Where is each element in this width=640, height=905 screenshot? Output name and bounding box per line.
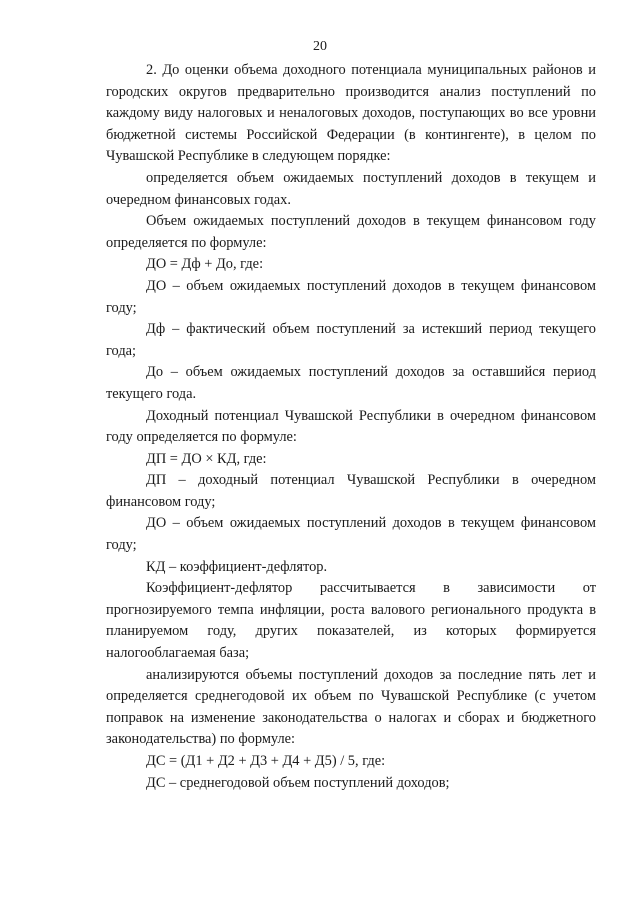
definition-kd: КД – коэффициент-дефлятор.: [146, 558, 328, 575]
paragraph-potential-intro: Доходный потенциал Чувашской Республики в очередном финансовом году определяется по формуле:: [106, 407, 596, 446]
document-body: [106, 60, 596, 794]
paragraph-five-year-analysis: анализируются объемы поступлений доходов за последние пять лет и определяется среднегодовой их объем по Чувашской Республике (с учетом поправок на изменение законодательства о налогах и сборах и бюджетного законодательства) по формуле:: [106, 666, 596, 748]
definition-ds: ДС – среднегодовой объем поступлений доходов;: [146, 774, 450, 791]
definition-do: ДО – объем ожидаемых поступлений доходов в текущем финансовом году;: [106, 277, 596, 316]
definition-dp: ДП – доходный потенциал Чувашской Республики в очередном финансовом году;: [106, 472, 596, 510]
definition-df: Дф – фактический объем поступлений за истекший период текущего года;: [106, 321, 596, 359]
definition-do-remaining: До – объем ожидаемых поступлений доходов за оставшийся период текущего года.: [106, 364, 596, 402]
formula-do: ДО = Дф + До, где:: [146, 256, 264, 273]
formula-ds: ДС = (Д1 + Д2 + Д3 + Д4 + Д5) / 5, где:: [146, 753, 386, 769]
formula-dp: ДП = ДО × КД, где:: [146, 450, 267, 467]
paragraph-deflator: Коэффициент-дефлятор рассчитывается в зависимости от прогнозируемого темпа инфляции, роста валового регионального продукта в планируемом году, других показателей, из которых формируется налогооблагаемая база;: [106, 580, 596, 662]
paragraph-expected-revenue: определяется объем ожидаемых поступлений доходов в текущем и очередном финансовых годах.: [106, 169, 596, 208]
paragraph-formula-intro: Объем ожидаемых поступлений доходов в текущем финансовом году определяется по формуле:: [106, 213, 596, 251]
definition-do-repeat: ДО – объем ожидаемых поступлений доходов в текущем финансовом году;: [106, 515, 596, 554]
paragraph-intro: 2. До оценки объема доходного потенциала муниципальных районов и городских округов предварительно производится анализ поступлений по каждому виду налоговых и неналоговых доходов, поступающих во все уровни бюджетной системы Российской Федерации (в контингенте), в целом по Чувашской Республике в следующем порядке:: [106, 62, 596, 165]
page-number: 20: [313, 39, 327, 54]
